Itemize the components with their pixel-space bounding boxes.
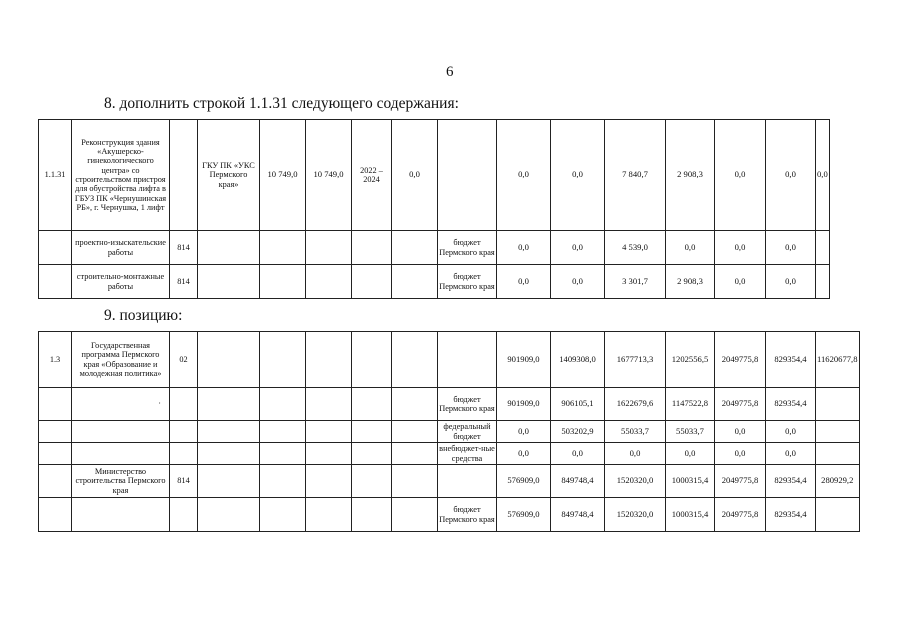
value-cell: 0,0: [715, 443, 766, 465]
value-cell: 829354,4: [766, 388, 816, 421]
row-name: Министерство строительства Пермского края: [72, 465, 170, 498]
value-cell: 0,0: [497, 231, 551, 265]
value-cell: 901909,0: [497, 388, 551, 421]
value-cell: 2049775,8: [715, 498, 766, 532]
value-cell: 503202,9: [551, 421, 605, 443]
value-cell: 1000315,4: [666, 465, 715, 498]
table-row: [39, 332, 860, 388]
value-cell: 0,0: [497, 120, 551, 231]
value-cell: 1147522,8: [666, 388, 715, 421]
source-cell: бюджет Пермского края: [438, 388, 497, 421]
cost-cell: 10 749,0: [260, 120, 306, 231]
value-cell: 4 539,0: [605, 231, 666, 265]
page-number: 6: [446, 64, 454, 80]
scan-mark: ·: [72, 388, 170, 421]
value-cell: 0,0: [497, 421, 551, 443]
table-position-1-3: [38, 331, 860, 532]
value-cell: 3 301,7: [605, 265, 666, 299]
source-cell: бюджет Пермского края: [438, 265, 497, 299]
value-cell: 1000315,4: [666, 498, 715, 532]
table-row-1-1-31: [38, 119, 830, 299]
grbs-cell: 02: [170, 332, 198, 388]
value-cell: 0,0: [497, 443, 551, 465]
value-cell: 0,0: [715, 265, 766, 299]
value-cell: 829354,4: [766, 498, 816, 532]
value-cell: 0,0: [497, 265, 551, 299]
table-row: [39, 120, 830, 231]
value-cell: 1202556,5: [666, 332, 715, 388]
value-cell: 0,0: [666, 443, 715, 465]
grbs-cell: 814: [170, 465, 198, 498]
value-cell: 0,0: [551, 265, 605, 299]
value-cell: 1520320,0: [605, 498, 666, 532]
value-cell: 576909,0: [497, 498, 551, 532]
section-heading-8: 8. дополнить строкой 1.1.31 следующего содержания:: [104, 95, 459, 112]
table-row: [39, 465, 860, 498]
value-cell: 2049775,8: [715, 465, 766, 498]
source-cell: бюджет Пермского края: [438, 498, 497, 532]
value-cell: 0,0: [551, 120, 605, 231]
value-cell: 0,0: [715, 120, 766, 231]
value-cell: 55033,7: [666, 421, 715, 443]
table-row: [39, 388, 860, 421]
value-cell: 2 908,3: [666, 265, 715, 299]
value-cell: 829354,4: [766, 465, 816, 498]
value-cell: 0,0: [551, 443, 605, 465]
value-cell: 2049775,8: [715, 388, 766, 421]
table-row: [39, 265, 830, 299]
value-cell: 1520320,0: [605, 465, 666, 498]
table-row: [39, 421, 860, 443]
value-cell: 11620677,8: [816, 332, 860, 388]
row-name: Государственная программа Пермского края «Образование и молодежная политика»: [72, 332, 170, 388]
grbs-cell: 814: [170, 231, 198, 265]
value-cell: 0,0: [715, 421, 766, 443]
cost-cell: 10 749,0: [306, 120, 352, 231]
value-cell: 0,0: [551, 231, 605, 265]
value-cell: 0,0: [766, 231, 816, 265]
value-cell: 901909,0: [497, 332, 551, 388]
value-cell: 0,0: [816, 120, 830, 231]
value-cell: 0,0: [766, 120, 816, 231]
table-row: [39, 443, 860, 465]
value-cell: 1677713,3: [605, 332, 666, 388]
value-cell: 0,0: [392, 120, 438, 231]
period-cell: 2022 – 2024: [352, 120, 392, 231]
value-cell: 2049775,8: [715, 332, 766, 388]
row-name: проектно-изыскательские работы: [72, 231, 170, 265]
row-code: 1.1.31: [39, 120, 72, 231]
source-cell: федеральный бюджет: [438, 421, 497, 443]
value-cell: 55033,7: [605, 421, 666, 443]
row-name: Реконструкция здания «Акушерско-гинекологического центра» со строительством пристроя для обустройства лифта в ГБУЗ ПК «Чернушинская РБ», г. Чернушка, 1 лифт: [72, 120, 170, 231]
row-name: строительно-монтажные работы: [72, 265, 170, 299]
value-cell: 906105,1: [551, 388, 605, 421]
value-cell: 849748,4: [551, 465, 605, 498]
source-cell: внебюджет-ные средства: [439, 444, 495, 463]
value-cell: 849748,4: [551, 498, 605, 532]
value-cell: 0,0: [766, 265, 816, 299]
value-cell: 2 908,3: [666, 120, 715, 231]
table-row: [39, 498, 860, 532]
value-cell: 0,0: [666, 231, 715, 265]
value-cell: 0,0: [605, 443, 666, 465]
value-cell: 576909,0: [497, 465, 551, 498]
value-cell: 829354,4: [766, 332, 816, 388]
section-heading-9: 9. позицию:: [104, 307, 183, 324]
value-cell: 0,0: [766, 421, 816, 443]
value-cell: 0,0: [715, 231, 766, 265]
value-cell: 0,0: [766, 443, 816, 465]
source-cell: бюджет Пермского края: [438, 231, 497, 265]
value-cell: 7 840,7: [605, 120, 666, 231]
table-row: [39, 231, 830, 265]
value-cell: 280929,2: [816, 465, 860, 498]
value-cell: 1409308,0: [551, 332, 605, 388]
row-code: 1.3: [39, 332, 72, 388]
value-cell: 1622679,6: [605, 388, 666, 421]
grbs-cell: 814: [170, 265, 198, 299]
executor-cell: ГКУ ПК «УКС Пермского края»: [198, 120, 260, 231]
